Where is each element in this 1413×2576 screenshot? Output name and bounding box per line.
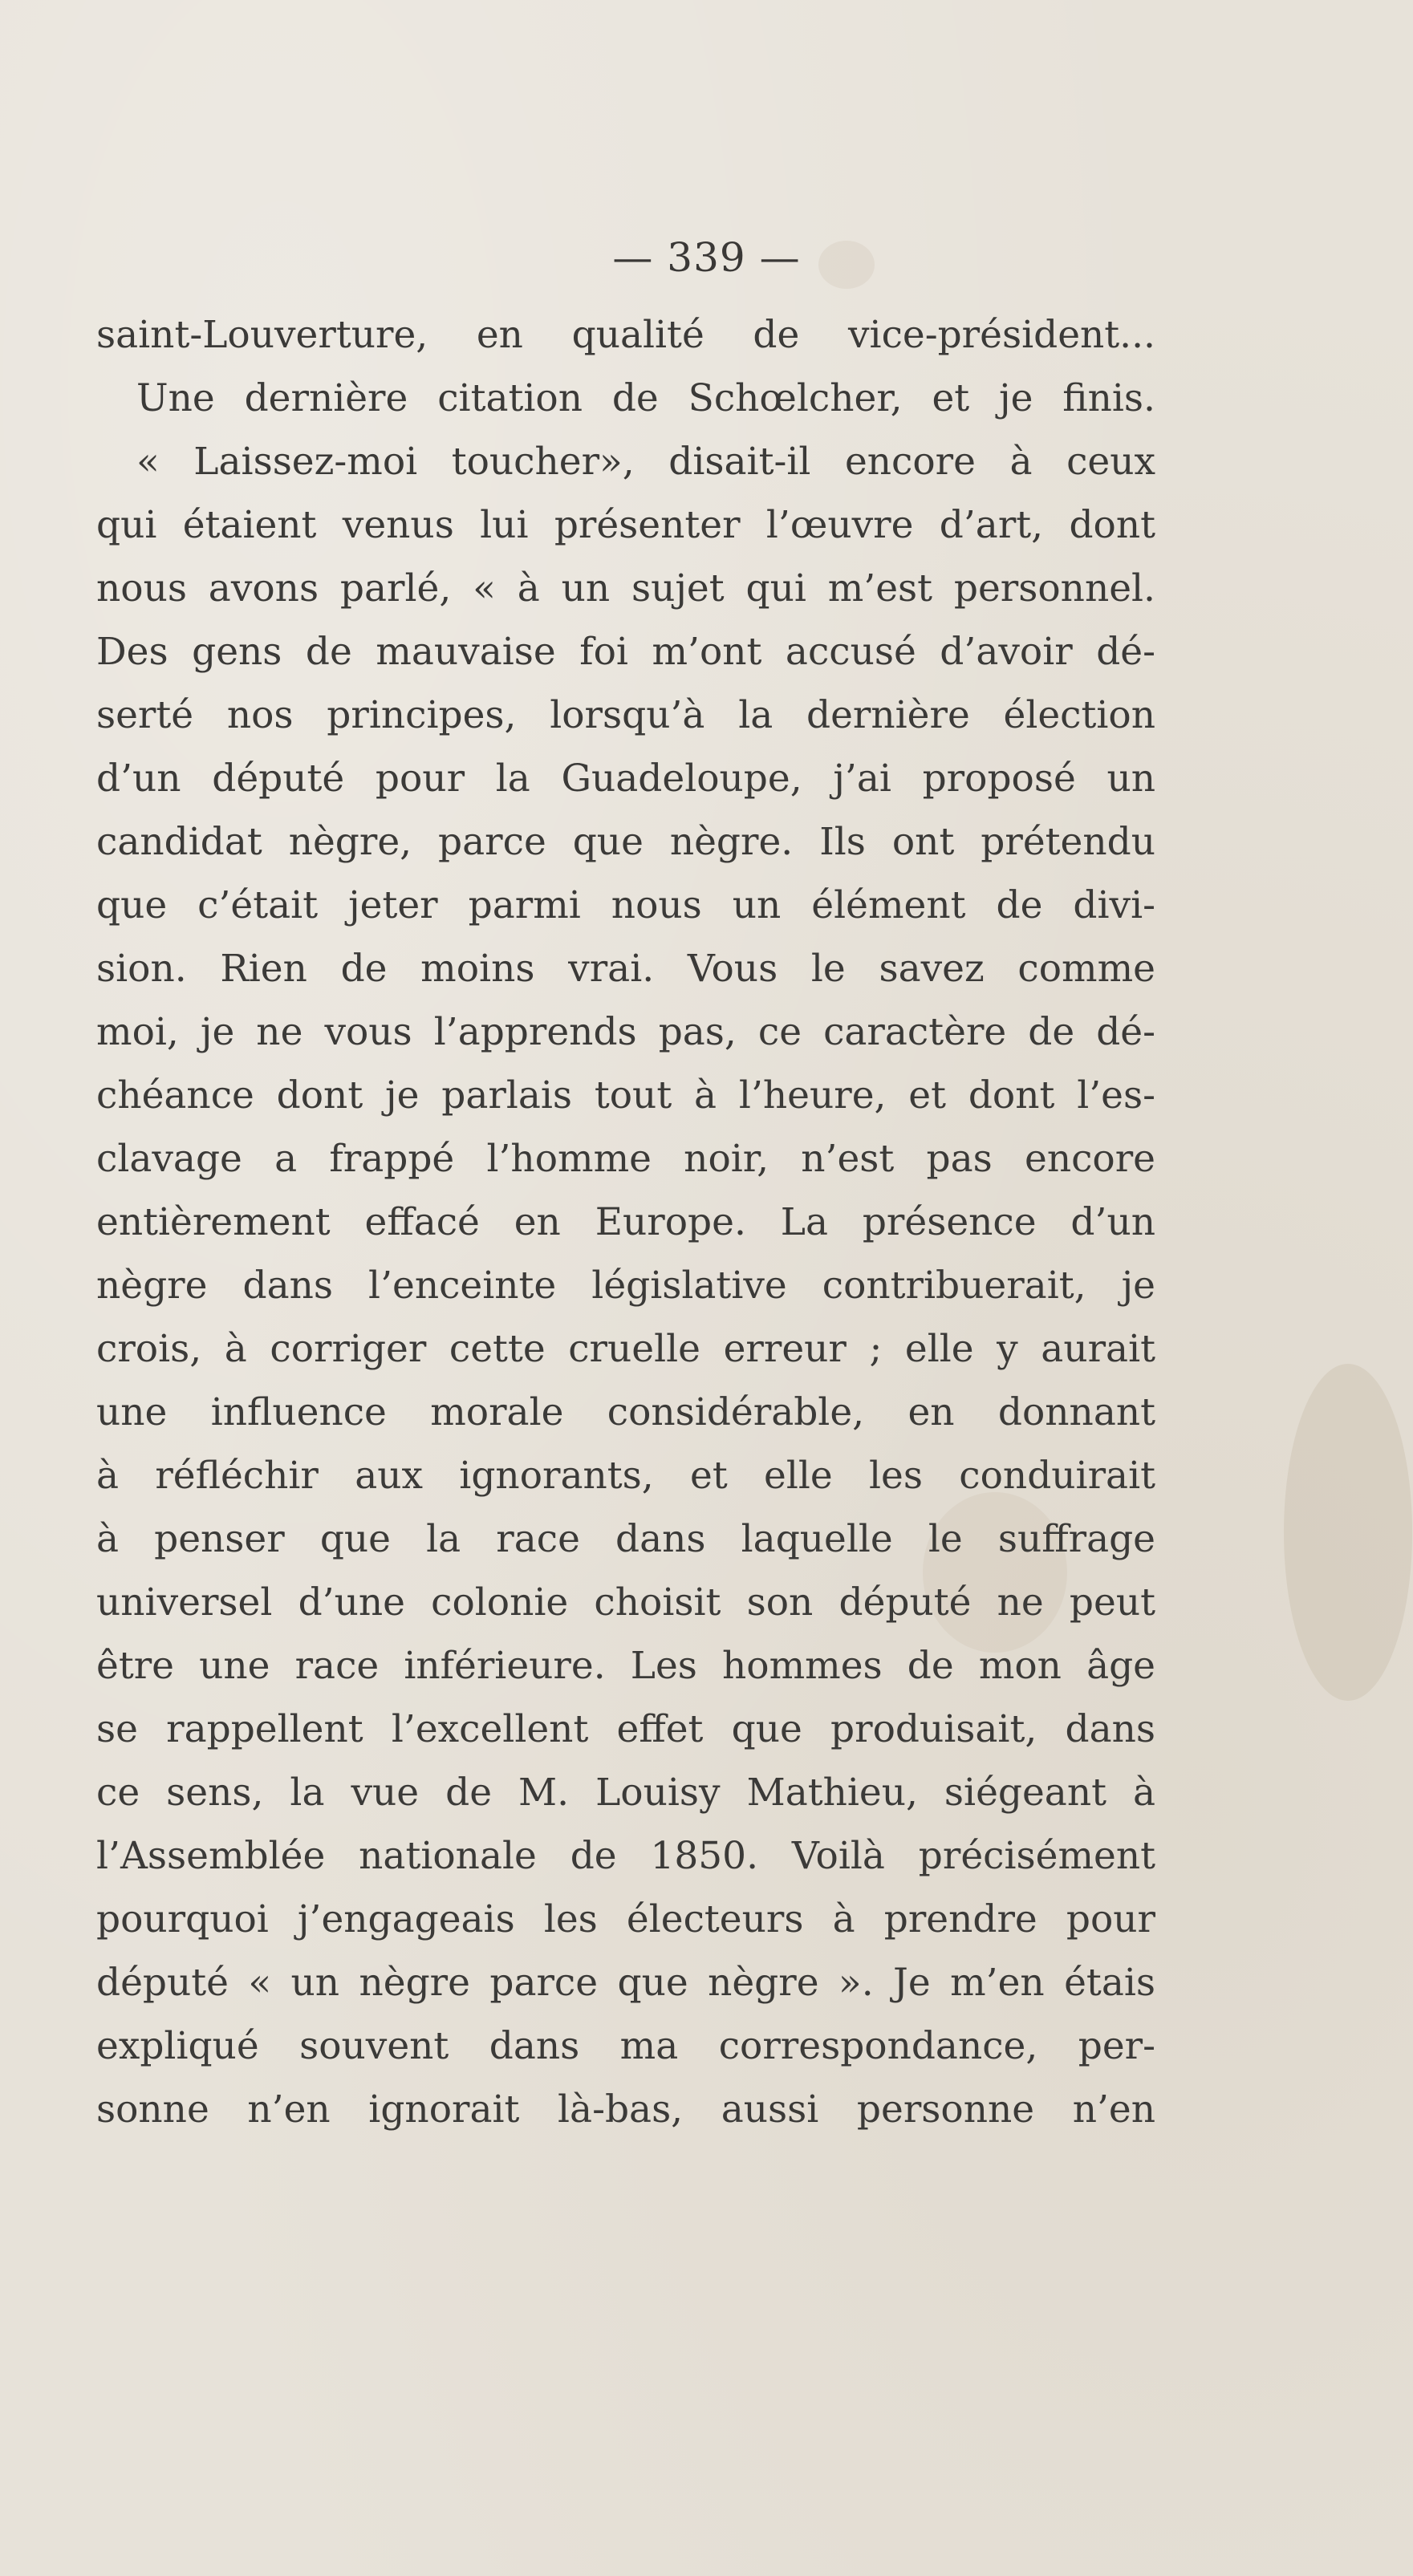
body-text <box>96 303 1155 2141</box>
text-line: sion. Rien de moins vrai. Vous le savez comme <box>96 947 1155 991</box>
paper-stain <box>1284 1364 1412 1701</box>
text-line: Des gens de mauvaise foi m’ont accusé d’avoir dé- <box>96 630 1155 674</box>
text-line: serté nos principes, lorsqu’à la dernière élection <box>96 693 1155 737</box>
text-line: à penser que la race dans laquelle le suffrage <box>96 1517 1155 1561</box>
text-line: d’un député pour la Guadeloupe, j’ai proposé un <box>96 757 1155 801</box>
text-line: l’Assemblée nationale de 1850. Voilà précisément <box>96 1834 1155 1878</box>
text-line: être une race inférieure. Les hommes de mon âge <box>96 1644 1155 1688</box>
text-line: nègre dans l’enceinte législative contribuerait, je <box>96 1264 1155 1308</box>
text-line: sonne n’en ignorait là-bas, aussi personne n’en <box>96 2087 1155 2132</box>
text-line: « Laissez-moi toucher», disait-il encore à ceux <box>136 440 1155 484</box>
text-line: que c’était jeter parmi nous un élément de divi- <box>96 883 1155 927</box>
text-line: une influence morale considérable, en donnant <box>96 1390 1155 1434</box>
text-line: moi, je ne vous l’apprends pas, ce caractère de dé- <box>96 1010 1155 1054</box>
text-line: ce sens, la vue de M. Louisy Mathieu, siégeant à <box>96 1771 1155 1815</box>
text-line: pourquoi j’engageais les électeurs à prendre pour <box>96 1897 1155 1941</box>
text-line: se rappellent l’excellent effet que produisait, dans <box>96 1707 1155 1751</box>
text-line: député « un nègre parce que nègre ». Je m’en étais <box>96 1961 1155 2005</box>
page-number: — 339 — <box>612 234 801 281</box>
text-line: saint-Louverture, en qualité de vice-président... <box>96 313 1155 357</box>
text-line: entièrement effacé en Europe. La présence d’un <box>96 1200 1155 1244</box>
text-line: crois, à corriger cette cruelle erreur ; elle y aurait <box>96 1327 1155 1371</box>
text-line: expliqué souvent dans ma correspondance, per- <box>96 2024 1155 2068</box>
text-line: chéance dont je parlais tout à l’heure, et dont l’es- <box>96 1073 1155 1118</box>
text-line: à réfléchir aux ignorants, et elle les conduirait <box>96 1454 1155 1498</box>
text-line: Une dernière citation de Schœlcher, et je finis. <box>136 376 1155 420</box>
text-line: clavage a frappé l’homme noir, n’est pas encore <box>96 1137 1155 1181</box>
text-line: candidat nègre, parce que nègre. Ils ont prétendu <box>96 820 1155 864</box>
text-line: nous avons parlé, « à un sujet qui m’est personnel. <box>96 566 1155 611</box>
text-line: qui étaient venus lui présenter l’œuvre d’art, dont <box>96 503 1155 547</box>
text-line: universel d’une colonie choisit son député ne peut <box>96 1580 1155 1625</box>
